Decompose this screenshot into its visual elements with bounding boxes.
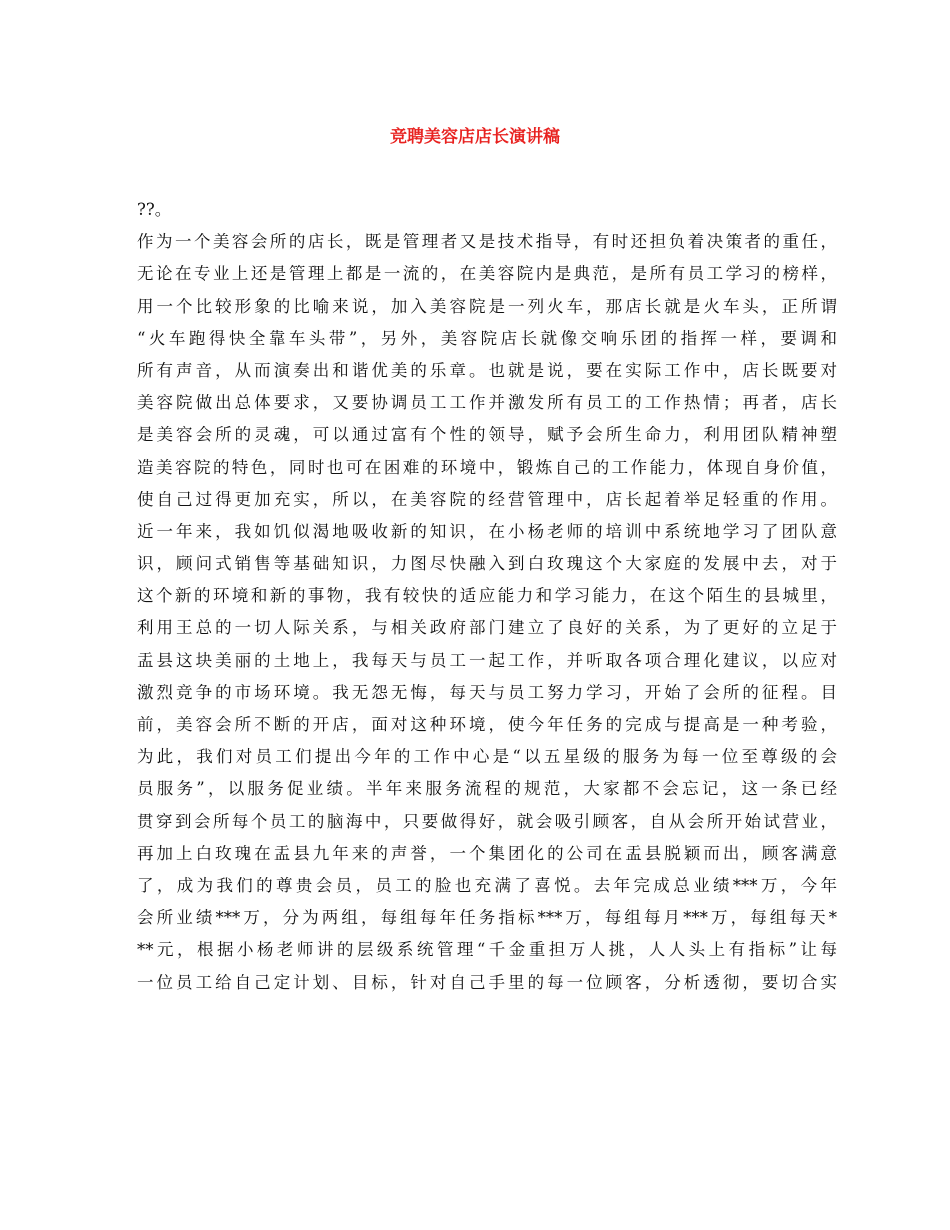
text-line: 造美容院的特色，同时也可在困难的环境中，锻炼自己的工作能力，体现自身价值， xyxy=(137,457,837,477)
text-line: 为此，我们对员工们提出今年的工作中心是“以五星级的服务为每一位至尊级的会 xyxy=(137,747,837,767)
text-line: 识，顾问式销售等基础知识，力图尽快融入到白玫瑰这个大家庭的发展中去，对于 xyxy=(137,554,837,574)
text-line: 会所业绩***万，分为两组，每组每年任务指标***万，每组每月***万，每组每天* xyxy=(137,908,837,928)
text-line: 使自己过得更加充实，所以，在美容院的经营管理中，店长起着举足轻重的作用。 xyxy=(137,489,837,509)
text-line: 近一年来，我如饥似渴地吸收新的知识，在小杨老师的培训中系统地学习了团队意 xyxy=(137,521,837,541)
text-line: 激烈竞争的市场环境。我无怨无悔，每天与员工努力学习，开始了会所的征程。目 xyxy=(137,682,837,702)
text-line: 这个新的环境和新的事物，我有较快的适应能力和学习能力，在这个陌生的县城里， xyxy=(137,586,837,606)
text-line: ??。 xyxy=(137,200,172,219)
text-line: 贯穿到会所每个员工的脑海中，只要做得好，就会吸引顾客，自从会所开始试营业， xyxy=(137,811,837,831)
text-line: 无论在专业上还是管理上都是一流的，在美容院内是典范，是所有员工学习的榜样， xyxy=(137,264,837,284)
text-line: 再加上白玫瑰在盂县九年来的声誉，一个集团化的公司在盂县脱颖而出，顾客满意 xyxy=(137,843,837,863)
text-line: 用一个比较形象的比喻来说，加入美容院是一列火车，那店长就是火车头，正所谓 xyxy=(137,296,837,316)
text-line: 所有声音，从而演奏出和谐优美的乐章。也就是说，要在实际工作中，店长既要对 xyxy=(137,360,837,380)
text-line: 美容院做出总体要求，又要协调员工工作并激发所有员工的工作热情；再者，店长 xyxy=(137,393,837,413)
text-line: 是美容会所的灵魂，可以通过富有个性的领导，赋予会所生命力，利用团队精神塑 xyxy=(137,425,837,445)
text-line: 前，美容会所不断的开店，面对这种环境，使今年任务的完成与提高是一种考验， xyxy=(137,715,837,734)
text-line: 盂县这块美丽的土地上，我每天与员工一起工作，并听取各项合理化建议，以应对 xyxy=(137,650,837,670)
text-line: 作为一个美容会所的店长，既是管理者又是技术指导，有时还担负着决策者的重任， xyxy=(137,232,837,252)
text-line: 了，成为我们的尊贵会员，员工的脸也充满了喜悦。去年完成总业绩***万，今年 xyxy=(137,875,837,895)
document-body xyxy=(137,194,837,999)
text-line: “火车跑得快全靠车头带”，另外，美容院店长就像交响乐团的指挥一样，要调和 xyxy=(137,328,837,348)
text-line: 利用王总的一切人际关系，与相关政府部门建立了良好的关系，为了更好的立足于 xyxy=(137,618,837,638)
text-line: **元，根据小杨老师讲的层级系统管理“千金重担万人挑，人人头上有指标”让每 xyxy=(137,940,837,960)
text-line: 一位员工给自己定计划、目标，针对自己手里的每一位顾客，分析透彻，要切合实 xyxy=(137,972,837,992)
document-title: 竞聘美容店店长演讲稿 xyxy=(390,127,560,147)
text-line: 员服务”，以服务促业绩。半年来服务流程的规范，大家都不会忘记，这一条已经 xyxy=(137,779,837,799)
